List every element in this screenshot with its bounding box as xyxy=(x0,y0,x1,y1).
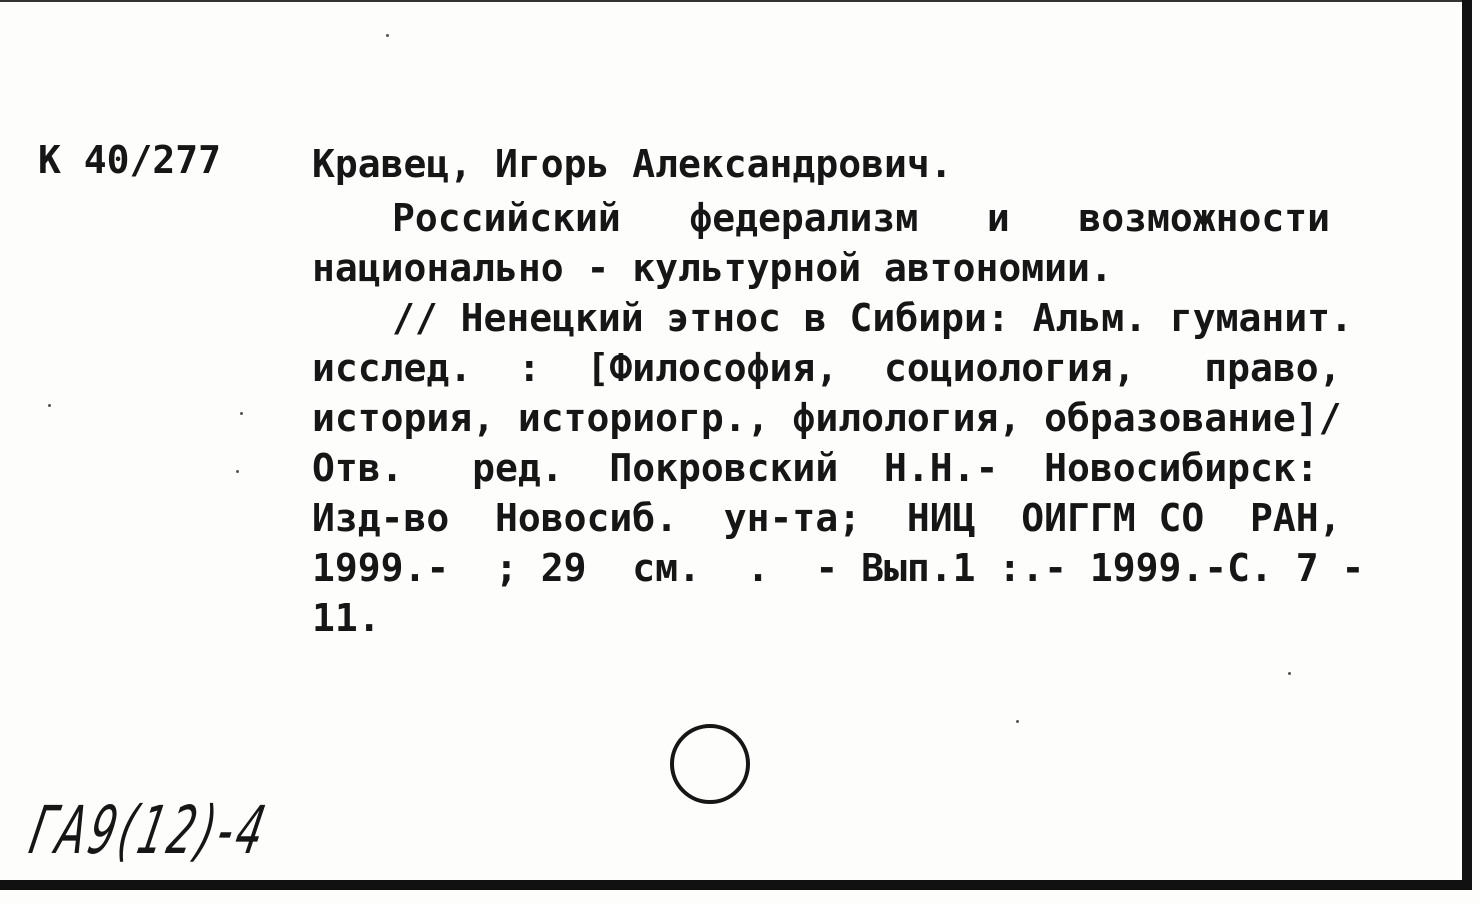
punch-hole xyxy=(670,724,750,804)
card-top-edge xyxy=(0,0,1472,2)
title-line-2: национально - культурной автономии. xyxy=(312,246,1113,290)
scan-speck xyxy=(1288,672,1291,675)
scan-speck xyxy=(1016,720,1019,723)
author-heading: Кравец, Игорь Александрович. xyxy=(312,142,953,186)
source-line-5: Изд-во Новосиб. ун-та; НИЦ ОИГГМ СО РАН, xyxy=(312,496,1342,540)
scan-speck xyxy=(240,412,243,415)
source-line-3: история, историогр., филология, образование]/ xyxy=(312,396,1342,440)
card-bottom-border xyxy=(0,880,1472,890)
source-line-4: Отв. ред. Покровский Н.Н.- Новосибирск: xyxy=(312,446,1319,490)
scan-speck xyxy=(386,34,389,37)
scan-speck xyxy=(48,404,51,407)
title-line-1: Российский федерализм и возможности xyxy=(392,196,1330,240)
scan-speck xyxy=(236,470,239,473)
card-right-border xyxy=(1462,0,1472,890)
source-line-2: исслед. : [Философия, социология, право, xyxy=(312,346,1342,390)
shelfmark: К 40/277 xyxy=(38,138,222,182)
source-line-1: // Ненецкий этнос в Сибири: Альм. гуманит. xyxy=(392,296,1353,340)
source-line-7: 11. xyxy=(312,596,381,640)
handwritten-classification-code: ГА9(12)-4 xyxy=(23,792,276,869)
source-line-6: 1999.- ; 29 см. . - Вып.1 :.- 1999.-С. 7 - xyxy=(312,546,1365,590)
